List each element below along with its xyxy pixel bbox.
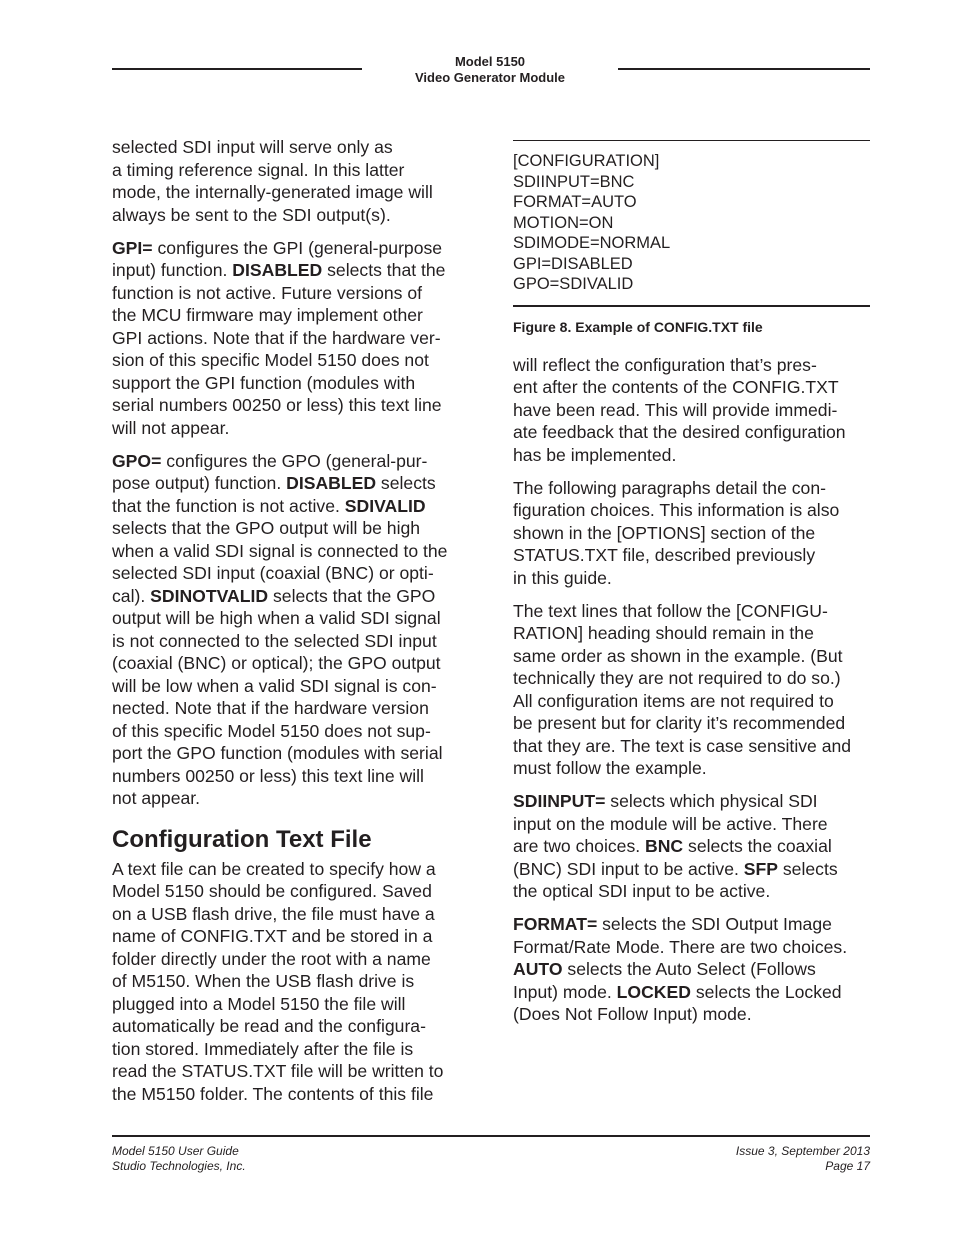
footer-right [736,1144,870,1174]
paragraph-text-lines: The text lines that follow the [CONFIGU- RATION] heading should remain in the same order as shown in the example. (But technically they are not required to do so.) All configuration items are not required to be present but for clarity it’s recommended that they are. The text is case sensitive and must follow the example. [513,600,852,778]
term-sdiinput: SDIINPUT= [513,791,606,811]
config-example-block [513,141,873,305]
paragraph-reflect: will reflect the configuration that’s pres- ent after the contents of the CONFIG.TXT have been read. This will provide immedi- ate feedback that the desired configuration has be implemented. [513,354,846,465]
header-subtitle: Video Generator Module [414,70,565,85]
config-line: MOTION=ON [513,213,614,232]
config-line: [CONFIGURATION] [513,152,660,170]
header-model: Model 5150 [454,54,526,69]
running-header [362,54,618,86]
config-line: SDIMODE=NORMAL [513,234,671,252]
header-rule-right [618,68,870,70]
figure-rule-bottom [513,305,870,307]
paragraph-format: FORMAT= selects the SDI Output Image Format/Rate Mode. There are two choices. AUTO selects the Auto Select (Follows Input) mode. LOCKED selects the Locked (Does Not Follow Input) mode. [513,914,848,1024]
left-column [112,136,472,1116]
footer-guide-title: Model 5150 User Guide [112,1144,239,1158]
config-line: GPI=DISABLED [513,254,633,273]
section-heading: Configuration Text File [112,825,372,853]
paragraph-sdiinput: SDIINPUT= selects which physical SDI input on the module will be active. There are two choices. BNC selects the coaxial (BNC) SDI input to be active. SFP selects the optical SDI input to be active. [513,791,838,901]
config-line: GPO=SDIVALID [513,275,634,293]
footer-left [112,1144,246,1174]
footer-company: Studio Technologies, Inc. [112,1159,246,1173]
header-rule-left [112,68,362,70]
paragraph-timing-reference: selected SDI input will serve only as a timing reference signal. In this latter mode, the internally-generated image will always be sent to the SDI output(s). [112,137,433,225]
footer-issue: Issue 3, September 2013 [735,1144,870,1158]
paragraph-config-file: A text file can be created to specify how a Model 5150 should be configured. Saved on a USB flash drive, the file must have a name of CONFIG.TXT and be stored in a folder directly under the root with a name of M5150. When the USB flash drive is plugged into a Model 5150 the file will automatically be read and the configura- tion stored. Immediately after the file is read the STATUS.TXT file will be written to the M5150 folder. The contents of this file [112,858,444,1104]
config-line: FORMAT=AUTO [513,193,637,211]
config-line: SDIINPUT=BNC [513,172,635,191]
term-format: FORMAT= [513,914,598,934]
paragraph-gpo: GPO= configures the GPO (general-pur- pose output) function. DISABLED selects that the function is not active. SDIVALID selects that the GPO output will be high when a valid SDI signal is connected to the selected SDI input (coaxial (BNC) or opti- cal). SDINOTVALID selects that the GPO output will be high when a valid SDI signal is not connected to the selected SDI input (coaxial (BNC) or optical); the GPO output will be low when a valid SDI signal is con- nected. Note that if the hardware version of this specific Model 5150 does not sup- port the GPO function (modules with serial numbers 00250 or less) this text line will not appear. [112,450,448,808]
right-column [513,140,873,1036]
footer-page-number: Page 17 [825,1159,870,1173]
term-gpo: GPO= [112,450,162,471]
figure-caption: Figure 8. Example of CONFIG.TXT file [513,318,763,335]
term-gpi: GPI= [112,237,153,258]
paragraph-following: The following paragraphs detail the con- figuration choices. This information is also shown in the [OPTIONS] section of the STATUS.TXT file, described previously in this guide. [513,477,840,588]
paragraph-gpi: GPI= configures the GPI (general-purpose input) function. DISABLED selects that the function is not active. Future versions of the MCU firmware may implement other GPI actions. Note that if the hardware ver- sion of this specific Model 5150 does not support the GPI function (modules with serial numbers 00250 or less) this text line will not appear. [112,237,446,438]
footer-rule [112,1135,870,1137]
